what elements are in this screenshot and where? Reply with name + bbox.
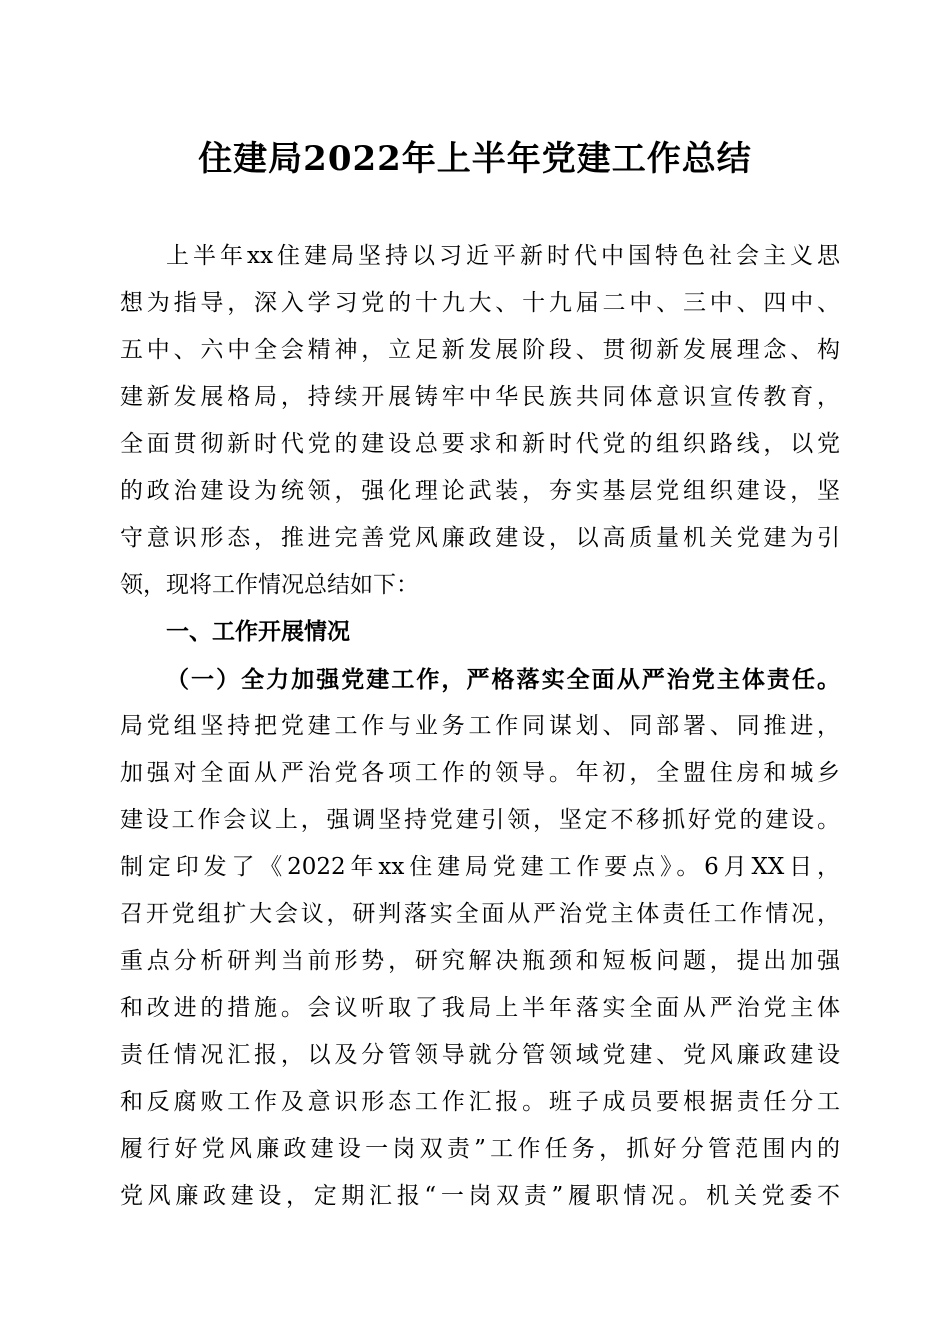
paragraph-line: 和改进的措施。会议听取了我局上半年落实全面从严治党主体 [120,995,840,1021]
paragraph-line: 责任情况汇报，以及分管领导就分管领域党建、党风廉政建设 [120,1042,840,1068]
subsection-heading: （一）全力加强党建工作，严格落实全面从严治党主体责任。 [166,666,840,693]
paragraph-line: 建新发展格局，持续开展铸牢中华民族共同体意识宣传教育， [120,384,840,410]
paragraph-line: 领，现将工作情况总结如下： [120,572,419,598]
paragraph-line: 想为指导，深入学习党的十九大、十九届二中、三中、四中、 [120,290,840,316]
paragraph-line: 守意识形态，推进完善党风廉政建设，以高质量机关党建为引 [120,525,840,551]
paragraph-line: 加强对全面从严治党各项工作的领导。年初，全盟住房和城乡 [120,760,840,786]
section-heading: 一、工作开展情况 [166,619,350,645]
paragraph-line: 上半年xx住建局坚持以习近平新时代中国特色社会主义思 [166,243,840,269]
paragraph-line: 局党组坚持把党建工作与业务工作同谋划、同部署、同推进， [120,713,840,739]
paragraph-line: 党风廉政建设，定期汇报“一岗双责”履职情况。机关党委不 [120,1183,840,1209]
document-body [120,233,840,1220]
paragraph-line: 全面贯彻新时代党的建设总要求和新时代党的组织路线，以党 [120,431,840,457]
paragraph-line: 重点分析研判当前形势，研究解决瓶颈和短板问题，提出加强 [120,948,840,974]
paragraph-line: 五中、六中全会精神，立足新发展阶段、贯彻新发展理念、构 [120,337,840,363]
paragraph-line: 制定印发了《2022年xx住建局党建工作要点》。6月XX日， [120,854,840,880]
document-title: 住建局2022年上半年党建工作总结 [198,139,752,179]
paragraph-line: 和反腐败工作及意识形态工作汇报。班子成员要根据责任分工 [120,1089,840,1115]
paragraph-line: 的政治建设为统领，强化理论武装，夯实基层党组织建设，坚 [120,478,840,504]
paragraph-line: 召开党组扩大会议，研判落实全面从严治党主体责任工作情况， [120,901,840,927]
paragraph-line: 建设工作会议上，强调坚持党建引领，坚定不移抓好党的建设。 [120,807,840,833]
paragraph-line: 履行好党风廉政建设一岗双责”工作任务，抓好分管范围内的 [120,1136,840,1162]
